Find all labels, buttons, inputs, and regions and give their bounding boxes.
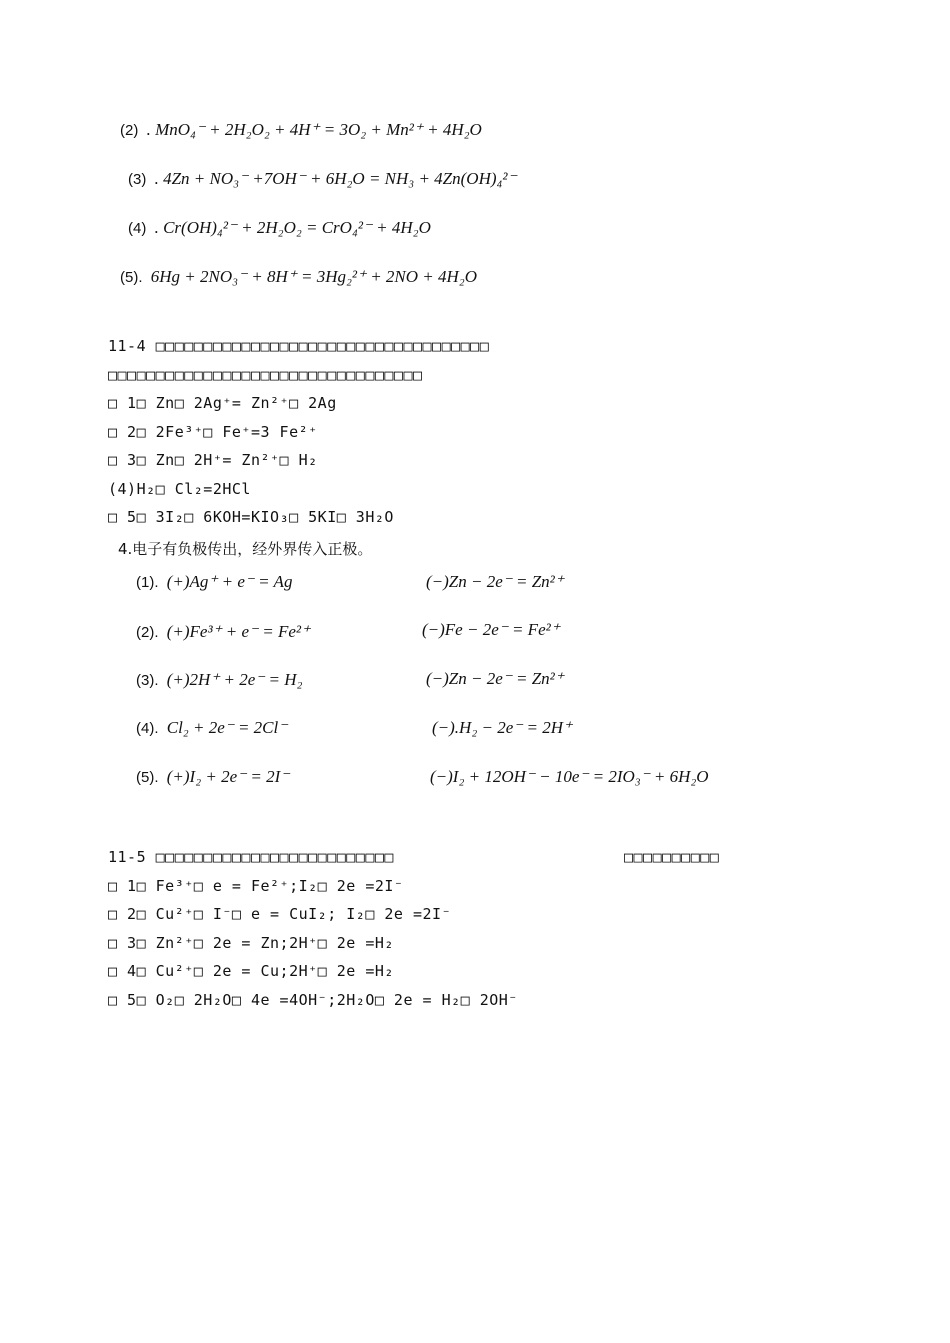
half-reaction-neg-4: (−).H₂ − 2e⁻ = 2H⁺ [432, 718, 572, 737]
electrode-item-1: □ 1□ Fe³⁺□ e = Fe²⁺;I₂□ 2e =2I⁻ [108, 877, 404, 895]
half-reaction-row-1 [136, 572, 292, 592]
section-11-5-heading [108, 848, 394, 866]
reaction-item-4: (4)H₂□ Cl₂=2HCl [108, 480, 251, 498]
row-label: (2). [136, 624, 159, 641]
equation-2 [120, 120, 482, 140]
row-label: (3). [136, 672, 159, 689]
equation-text: 6Hg + 2NO₃⁻ + 8H⁺ = 3Hg₂²⁺ + 2NO + 4H₂O [150, 267, 477, 286]
equation-4 [128, 218, 431, 238]
row-label: (4). [136, 720, 159, 737]
electron-flow-note: 4.电子有负极传出，经外界传入正极。 [118, 540, 373, 558]
section-11-5-heading-tail: □□□□□□□□□□ [624, 848, 720, 866]
electrode-item-2: □ 2□ Cu²⁺□ I⁻□ e = CuI₂; I₂□ 2e =2I⁻ [108, 905, 452, 923]
equation-label: (3) [128, 171, 147, 188]
equation-text: . Cr(OH)₄²⁻ + 2H₂O₂ = CrO₄²⁻ + 4H₂O [154, 218, 431, 237]
equation-label: (5). [120, 269, 143, 286]
section-number: 11-5 [108, 848, 147, 866]
heading-text: □□□□□□□□□□□□□□□□□□□□□□□□□ [155, 848, 394, 866]
half-reaction-neg-5: (−)I₂ + 12OH⁻ − 10e⁻ = 2IO₃⁻ + 6H₂O [430, 767, 709, 786]
electrode-item-5: □ 5□ O₂□ 2H₂O□ 4e =4OH⁻;2H₂O□ 2e = H₂□ 2OH⁻ [108, 991, 518, 1009]
section-11-4-line2: □□□□□□□□□□□□□□□□□□□□□□□□□□□□□□□□□ [108, 366, 423, 384]
positive-electrode: (+)Fe³⁺ + e⁻ = Fe²⁺ [166, 622, 311, 641]
equation-label: (4) [128, 220, 147, 237]
half-reaction-neg-3: (−)Zn − 2e⁻ = Zn²⁺ [426, 669, 564, 688]
section-number: 11-4 [108, 337, 147, 355]
equation-text: . MnO₄⁻ + 2H₂O₂ + 4H⁺ = 3O₂ + Mn²⁺ + 4H₂O [146, 120, 482, 139]
section-11-4-heading [108, 337, 489, 355]
heading-text: □□□□□□□□□□□□□□□□□□□□□□□□□□□□□□□□□□□ [155, 337, 490, 355]
half-reaction-row-4 [136, 718, 287, 738]
reaction-item-1: □ 1□ Zn□ 2Ag⁺= Zn²⁺□ 2Ag [108, 394, 337, 412]
half-reaction-row-3 [136, 670, 302, 690]
reaction-item-2: □ 2□ 2Fe³⁺□ Fe⁺=3 Fe²⁺ [108, 423, 318, 441]
positive-electrode: Cl₂ + 2e⁻ = 2Cl⁻ [166, 718, 288, 737]
equation-3 [128, 169, 516, 189]
half-reaction-row-2 [136, 622, 310, 642]
row-label: (5). [136, 769, 159, 786]
reaction-item-5: □ 5□ 3I₂□ 6KOH=KIO₃□ 5KI□ 3H₂O [108, 508, 394, 526]
half-reaction-row-5 [136, 767, 289, 787]
positive-electrode: (+)Ag⁺ + e⁻ = Ag [166, 572, 293, 591]
electrode-item-3: □ 3□ Zn²⁺□ 2e = Zn;2H⁺□ 2e =H₂ [108, 934, 394, 952]
equation-label: (2) [120, 122, 139, 139]
equation-5 [120, 267, 477, 287]
reaction-item-3: □ 3□ Zn□ 2H⁺= Zn²⁺□ H₂ [108, 451, 318, 469]
half-reaction-neg-1: (−)Zn − 2e⁻ = Zn²⁺ [426, 572, 564, 591]
positive-electrode: (+)2H⁺ + 2e⁻ = H₂ [166, 670, 303, 689]
positive-electrode: (+)I₂ + 2e⁻ = 2I⁻ [166, 767, 290, 786]
equation-text: . 4Zn + NO₃⁻ +7OH⁻ + 6H₂O = NH₃ + 4Zn(OH)₄²⁻ [154, 169, 517, 188]
electrode-item-4: □ 4□ Cu²⁺□ 2e = Cu;2H⁺□ 2e =H₂ [108, 962, 394, 980]
half-reaction-neg-2: (−)Fe − 2e⁻ = Fe²⁺ [422, 620, 560, 639]
row-label: (1). [136, 574, 159, 591]
